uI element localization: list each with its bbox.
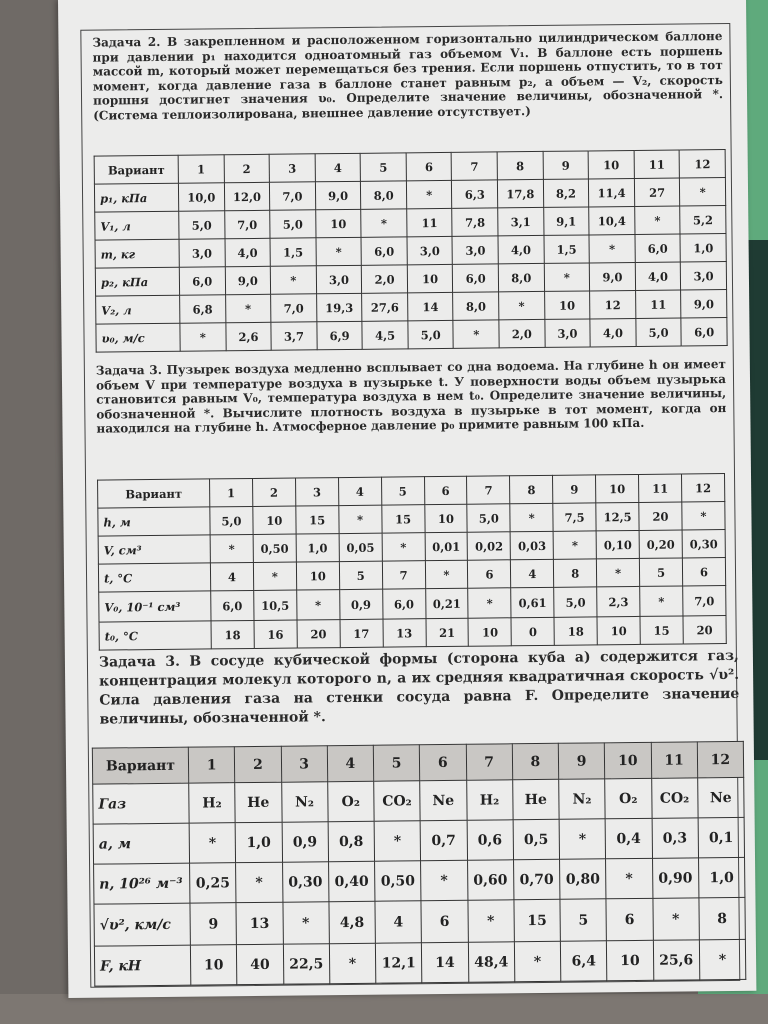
table-cell: 0,50 xyxy=(375,861,422,901)
table-cell: 22,5 xyxy=(283,944,330,984)
table-cell: 11 xyxy=(407,208,453,236)
table-cell: * xyxy=(270,266,316,294)
table-cell: * xyxy=(699,939,746,979)
table-cell: * xyxy=(453,320,499,348)
table-cell: * xyxy=(382,533,425,561)
table-cell: 0,21 xyxy=(425,588,468,618)
table-cell: 8 xyxy=(699,897,746,939)
table-cell: 10 xyxy=(424,504,467,532)
table-cell: 6 xyxy=(420,744,467,780)
row-label-cell: V₀, 10⁻¹ см³ xyxy=(99,591,211,622)
table-cell: 0,30 xyxy=(282,862,329,902)
table-cell: 12 xyxy=(697,741,744,777)
table-cell: 10,0 xyxy=(178,183,224,211)
table-cell: * xyxy=(499,291,545,319)
row-label-cell: Газ xyxy=(93,783,189,824)
table-cell: 20 xyxy=(683,616,726,644)
table-cell: 16 xyxy=(254,620,297,648)
table-cell: 0,02 xyxy=(468,532,511,560)
table-cell: 10 xyxy=(596,474,639,502)
table-cell: 0,60 xyxy=(467,860,514,900)
table-cell: * xyxy=(510,503,553,531)
table-cell: 7,0 xyxy=(270,182,316,210)
table-cell: 9,0 xyxy=(589,262,635,290)
table-cell: 15 xyxy=(296,506,339,534)
table-cell: * xyxy=(282,902,329,944)
table-cell: N₂ xyxy=(281,782,328,822)
row-label-cell: √υ², км/с xyxy=(94,903,190,946)
table-cell: * xyxy=(374,821,421,861)
table-cell: 9 xyxy=(553,475,596,503)
table-cell: * xyxy=(682,502,725,530)
table-cell: 10 xyxy=(588,150,634,178)
table-cell: He xyxy=(235,782,282,822)
table-cell: 0,6 xyxy=(467,820,514,860)
table-cell: 17,8 xyxy=(497,179,543,207)
table-cell: 20 xyxy=(639,502,682,530)
table-cell: 25,6 xyxy=(653,940,700,980)
table-cell: * xyxy=(559,819,606,859)
table-cell: 4 xyxy=(375,901,422,943)
table-cell: 9,0 xyxy=(225,266,271,294)
table-cell: Ne xyxy=(697,777,744,817)
table-cell: 1,0 xyxy=(698,857,745,897)
table-cell: * xyxy=(361,209,407,237)
row-label-cell: t, °C xyxy=(98,563,210,592)
table-cell: N₂ xyxy=(559,779,606,819)
table-row xyxy=(94,897,745,946)
table-cell: * xyxy=(210,534,253,562)
table-cell: 3,0 xyxy=(544,319,590,347)
table-cell: 10 xyxy=(296,562,339,590)
table-cell: 2,6 xyxy=(225,322,271,350)
table-cell: 6 xyxy=(424,476,467,504)
table-cell: 4,0 xyxy=(498,235,544,263)
table-cell: 0,3 xyxy=(652,818,699,858)
table-row xyxy=(99,616,726,651)
table-cell: 2 xyxy=(224,154,270,182)
table-cell: 48,4 xyxy=(468,942,515,982)
table-cell: 0,20 xyxy=(639,530,682,558)
table-cell: 0,01 xyxy=(425,532,468,560)
table-cell: 9,0 xyxy=(315,181,361,209)
table-cell: 14 xyxy=(407,292,453,320)
table-cell: * xyxy=(329,943,376,983)
table-cell: 4 xyxy=(210,562,253,590)
table-cell: 5,0 xyxy=(408,320,454,348)
row-label-cell: Вариант xyxy=(92,747,188,784)
table-cell: 7 xyxy=(466,744,513,780)
table-cell: 0 xyxy=(511,617,554,645)
table-cell: He xyxy=(512,779,559,819)
row-label-cell: m, кг xyxy=(95,239,179,268)
table-cell: 13 xyxy=(236,902,283,944)
table-cell: 15 xyxy=(514,899,561,941)
row-label-cell: υ₀, м/с xyxy=(96,323,180,352)
table-row xyxy=(93,777,744,824)
table-cell: 7,0 xyxy=(224,210,270,238)
table-cell: 0,05 xyxy=(339,533,382,561)
table-cell: 2,0 xyxy=(499,319,545,347)
table-cell: 0,80 xyxy=(560,859,607,899)
table-cell: 8 xyxy=(512,743,559,779)
table-cell: 0,30 xyxy=(682,530,725,558)
table-cell: 12 xyxy=(590,290,636,318)
table-cell: * xyxy=(597,558,640,586)
table-cell: 7,0 xyxy=(683,586,726,616)
table-cell: 15 xyxy=(640,616,683,644)
table-row xyxy=(94,939,745,986)
table-row xyxy=(94,857,745,904)
table-cell: 17 xyxy=(340,619,383,647)
table-cell: 10 xyxy=(190,945,237,985)
table-cell: * xyxy=(589,234,635,262)
table-cell: 1 xyxy=(210,478,253,506)
table-cell: 10 xyxy=(544,291,590,319)
table-cell: * xyxy=(606,858,653,898)
table-cell: 0,25 xyxy=(190,863,237,903)
table-cell: 10 xyxy=(253,506,296,534)
table-cell: * xyxy=(425,560,468,588)
table-cell: * xyxy=(514,941,561,981)
table-cell: 0,7 xyxy=(420,820,467,860)
task-3-cube-text: Задача 3. В сосуде кубической формы (сторона куба a) содержится газ, концентрация молекул которого n, а их средняя квадратичная скорость √υ². Сила давления газа на стенки сосуда равна F. Определите значение величины, обозначенной *. xyxy=(98,647,740,728)
table-cell: 5 xyxy=(360,153,406,181)
table-cell: * xyxy=(225,294,271,322)
table-cell: 12,0 xyxy=(224,182,270,210)
table-cell: 8,0 xyxy=(361,181,407,209)
table-cell: 4 xyxy=(511,559,554,587)
table-cell: 6,3 xyxy=(452,180,498,208)
table-cell: * xyxy=(297,590,340,620)
table-cell: O₂ xyxy=(327,781,374,821)
table-cell: 0,61 xyxy=(511,587,554,617)
table-cell: * xyxy=(316,237,362,265)
table-cell: 12 xyxy=(681,474,724,502)
table-cell: 11,4 xyxy=(589,178,635,206)
table-cell: 0,5 xyxy=(513,819,560,859)
table-cell: 6,0 xyxy=(635,234,681,262)
table-cell: 6,0 xyxy=(211,590,254,620)
table-cell: 3,0 xyxy=(316,265,362,293)
table-cell: 8,2 xyxy=(543,179,589,207)
row-label-cell: V, см³ xyxy=(98,535,210,564)
table-cell: 14 xyxy=(422,942,469,982)
table-cell: 3,1 xyxy=(498,207,544,235)
table-cell: 4 xyxy=(338,477,381,505)
table-cell: 7,0 xyxy=(271,294,317,322)
table-cell: 20 xyxy=(297,620,340,648)
table-cell: 18 xyxy=(554,617,597,645)
table-cell: CO₂ xyxy=(651,778,698,818)
table-cell: 6,8 xyxy=(180,295,226,323)
table-cell: 3,0 xyxy=(407,236,453,264)
table-cell: 5,0 xyxy=(210,506,253,534)
table-cell: 3 xyxy=(295,478,338,506)
table-cell: 4 xyxy=(315,153,361,181)
table-cell: 0,9 xyxy=(282,822,329,862)
table-cell: * xyxy=(544,263,590,291)
table-cell: 6 xyxy=(421,900,468,942)
table-cell: 6,0 xyxy=(382,589,425,619)
table-cell: 10 xyxy=(605,742,652,778)
table-cell: 1,5 xyxy=(544,235,590,263)
table-cell: 6 xyxy=(682,558,725,586)
table-cell: 3 xyxy=(281,746,328,782)
table-cell: * xyxy=(652,898,699,940)
table-cell: * xyxy=(236,862,283,902)
table-cell: 4,5 xyxy=(362,321,408,349)
table-cell: 10,4 xyxy=(589,206,635,234)
row-label-cell: p₂, кПа xyxy=(95,267,179,296)
table-cell: 2 xyxy=(235,746,282,782)
table-cell: CO₂ xyxy=(374,781,421,821)
table-cell: 1,5 xyxy=(270,238,316,266)
table-cell: 5,0 xyxy=(467,504,510,532)
table-cell: 8 xyxy=(510,475,553,503)
table-cell: 12,5 xyxy=(596,502,639,530)
table-cell: 5,0 xyxy=(636,318,682,346)
table-cell: * xyxy=(339,505,382,533)
table-cell: 19,3 xyxy=(316,293,362,321)
table-cell: 1 xyxy=(178,155,224,183)
row-label-cell: F, кН xyxy=(94,945,190,986)
table-cell: 7 xyxy=(382,561,425,589)
table-cell: 4,0 xyxy=(590,318,636,346)
table-cell: 9,0 xyxy=(681,290,727,318)
table-cell: H₂ xyxy=(189,783,236,823)
table-row xyxy=(93,817,744,864)
table-cell: 7,5 xyxy=(553,503,596,531)
table-cell: 0,03 xyxy=(510,531,553,559)
table-cell: 10 xyxy=(597,616,640,644)
table-cell: * xyxy=(253,562,296,590)
table-cell: 10,5 xyxy=(254,590,297,620)
table-cell: 21 xyxy=(426,618,469,646)
table-cell: 18 xyxy=(211,620,254,648)
table-cell: 40 xyxy=(237,944,284,984)
row-label-cell: a, м xyxy=(93,823,189,864)
table-cell: 4,8 xyxy=(329,901,376,943)
table-cell: 8,0 xyxy=(453,292,499,320)
table-cell: 2,0 xyxy=(362,265,408,293)
row-label-cell: t₀, °C xyxy=(99,621,211,650)
table-cell: 1,0 xyxy=(296,534,339,562)
table-cell: * xyxy=(180,323,226,351)
table-cell: 4 xyxy=(327,745,374,781)
table-cell: 3,0 xyxy=(179,239,225,267)
table-cell: 13 xyxy=(383,619,426,647)
table-cell: 4,0 xyxy=(635,262,681,290)
table-cell: * xyxy=(640,586,683,616)
table-cell: 3,0 xyxy=(452,236,498,264)
table-cell: 8 xyxy=(554,559,597,587)
table-cell: 3,7 xyxy=(271,322,317,350)
table-cell: 10 xyxy=(315,209,361,237)
table-cell: * xyxy=(467,900,514,942)
background-table-surface xyxy=(0,994,768,1024)
table-cell: 9 xyxy=(190,903,237,945)
table-cell: Ne xyxy=(420,780,467,820)
table-cell: 5 xyxy=(639,558,682,586)
table-cell: 5 xyxy=(373,745,420,781)
task-3-bubble-text: Задача 3. Пузырек воздуха медленно всплывает со дна водоема. На глубине h он имеет объем V при температуре воздуха в пузырьке t. У поверхности воды объем пузырька становится равным V₀, температура воздуха в нем t₀. Определите значение величины, обозначенной *. Вычислите плотность воздуха в пузырьке в тот момент, когда он находился на глубине h. Атмосферное давление p₀ примите равным 100 кПа. xyxy=(95,357,727,436)
row-label-cell: Вариант xyxy=(98,479,210,508)
table-cell: 0,40 xyxy=(328,861,375,901)
table-cell: 10 xyxy=(607,940,654,980)
task-3-cube-table xyxy=(92,741,746,987)
textbook-page xyxy=(58,0,756,998)
table-cell: O₂ xyxy=(605,778,652,818)
table-cell: 10 xyxy=(407,264,453,292)
table-cell: 2 xyxy=(252,478,295,506)
table-cell: 0,70 xyxy=(513,859,560,899)
table-cell: 0,1 xyxy=(698,817,745,857)
table-cell: 1 xyxy=(188,747,235,783)
table-cell: 11 xyxy=(635,290,681,318)
table-cell: 0,9 xyxy=(339,589,382,619)
table-cell: 27 xyxy=(634,178,680,206)
row-label-cell: h, м xyxy=(98,507,210,536)
table-cell: 11 xyxy=(651,742,698,778)
table-cell: 5,0 xyxy=(179,211,225,239)
table-cell: 5,0 xyxy=(554,587,597,617)
table-cell: 6,4 xyxy=(560,941,607,981)
table-cell: * xyxy=(421,860,468,900)
table-cell: 6 xyxy=(468,560,511,588)
table-cell: 3 xyxy=(269,154,315,182)
table-cell: * xyxy=(468,588,511,618)
table-cell: * xyxy=(553,531,596,559)
table-cell: 11 xyxy=(634,150,680,178)
table-cell: 5 xyxy=(560,899,607,941)
table-cell: 5,2 xyxy=(680,206,726,234)
table-cell: 0,10 xyxy=(596,530,639,558)
row-label-cell: n, 10²⁶ м⁻³ xyxy=(94,863,190,904)
table-cell: 1,0 xyxy=(235,822,282,862)
table-cell: * xyxy=(680,178,726,206)
table-cell: 12 xyxy=(679,150,725,178)
table-cell: 2,3 xyxy=(597,586,640,616)
table-cell: 6,9 xyxy=(317,321,363,349)
table-cell: * xyxy=(406,180,452,208)
table-cell: 5,0 xyxy=(270,210,316,238)
row-label-cell: V₂, л xyxy=(96,295,180,324)
table-cell: 9 xyxy=(543,151,589,179)
table-cell: 6,0 xyxy=(453,264,499,292)
table-cell: 6,0 xyxy=(179,267,225,295)
table-cell: 10 xyxy=(468,618,511,646)
table-cell: 9 xyxy=(558,743,605,779)
table-cell: H₂ xyxy=(466,780,513,820)
table-cell: 11 xyxy=(639,474,682,502)
table-row xyxy=(96,318,727,353)
table-cell: 15 xyxy=(381,505,424,533)
table-cell: 12,1 xyxy=(375,943,422,983)
task-2-text: Задача 2. В закрепленном и расположенном горизонтально цилиндрическом баллоне при давлении p₁ находится одноатомный газ объемом V₁. В баллоне есть поршень массой m, который может перемещаться без трения. Если поршень отпустить, то в тот момент, когда давление газа в баллоне станет равным p₂, а объем — V₂, скорость поршня достигнет значения υ₀. Определите значение величины, обозначенной *. (Система теплоизолирована, внешнее давление отсутствует.) xyxy=(92,29,724,123)
row-label-cell: Вариант xyxy=(94,155,178,184)
table-cell: * xyxy=(634,206,680,234)
table-cell: 7,8 xyxy=(452,208,498,236)
task-3-bubble-table xyxy=(97,473,727,651)
table-cell: 6,0 xyxy=(361,237,407,265)
table-cell: 6 xyxy=(406,152,452,180)
table-cell: 0,50 xyxy=(253,534,296,562)
table-cell: 3,0 xyxy=(681,262,727,290)
table-cell: 5 xyxy=(339,561,382,589)
table-cell: 8,0 xyxy=(498,263,544,291)
table-cell: 0,8 xyxy=(328,821,375,861)
table-cell: * xyxy=(189,823,236,863)
table-cell: 0,4 xyxy=(605,818,652,858)
table-cell: 1,0 xyxy=(680,234,726,262)
table-cell: 8 xyxy=(497,151,543,179)
table-cell: 6,0 xyxy=(681,318,727,346)
table-cell: 6 xyxy=(606,898,653,940)
table-cell: 7 xyxy=(452,152,498,180)
row-label-cell: p₁, кПа xyxy=(94,183,178,212)
table-cell: 27,6 xyxy=(362,293,408,321)
table-cell: 5 xyxy=(381,477,424,505)
table-cell: 0,90 xyxy=(652,858,699,898)
table-cell: 4,0 xyxy=(225,238,271,266)
table-cell: 9,1 xyxy=(543,207,589,235)
table-cell: 7 xyxy=(467,476,510,504)
row-label-cell: V₁, л xyxy=(95,211,179,240)
task-2-table xyxy=(94,149,728,353)
